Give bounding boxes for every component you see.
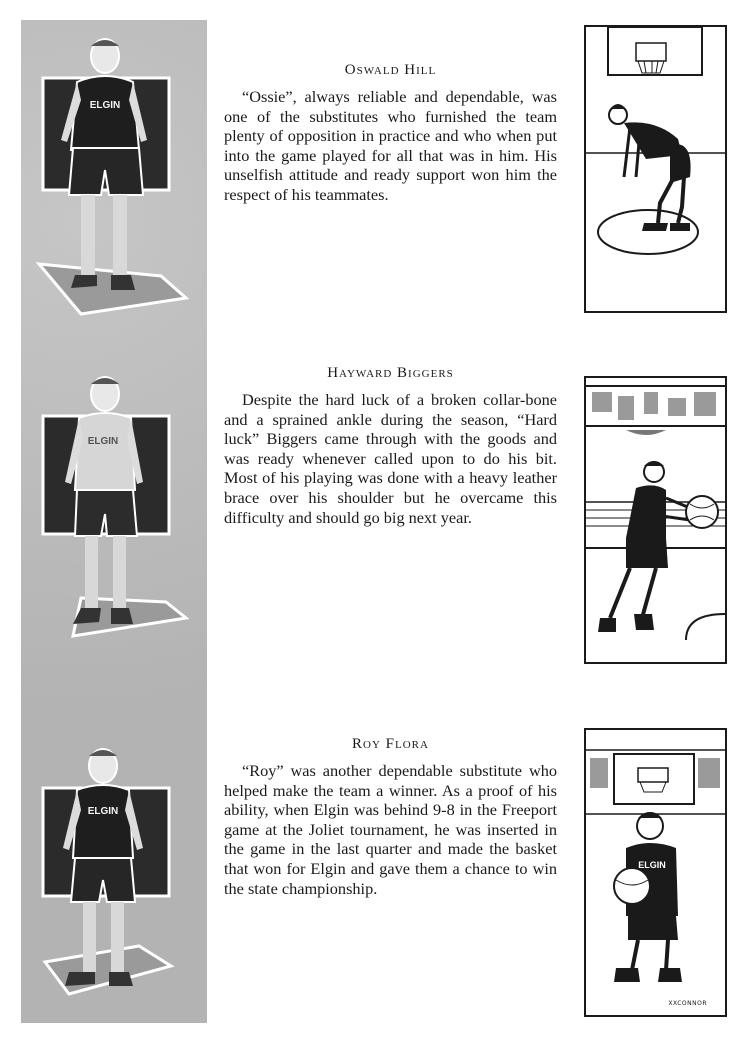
entry-oswald-hill — [224, 62, 557, 205]
player-photo-strip — [21, 20, 207, 1023]
player-description: Despite the hard luck of a broken collar-bone and a sprained ankle during the season, “Hard luck” Biggers came through with the goods and was ready whenever called upon to do his bit. Most of his playing was done with a heavy leather brace over his shoulder but he overcame this difficulty and should go big next year. — [224, 390, 557, 527]
jersey-text: ELGIN — [89, 100, 121, 111]
player-description: “Ossie”, always reliable and dependable, was one of the substitutes who furnished the team plenty of opposition in practice and who when put into the game played for all that was in him. His unselfish attitude and ready support won him the respect of his teammates. — [224, 87, 557, 204]
cartoon-hayward-biggers — [584, 376, 727, 664]
entry-roy-flora — [224, 736, 557, 898]
jersey-text: ELGIN — [87, 436, 119, 447]
player-name-heading: Hayward Biggers — [327, 365, 454, 381]
basketball-icon — [686, 496, 718, 528]
artist-signature: XXCONNOR — [668, 1000, 707, 1007]
player-photo-hayward-biggers — [21, 370, 207, 660]
basket-icon — [636, 43, 666, 61]
player-photo-oswald-hill — [21, 30, 207, 320]
entry-hayward-biggers — [224, 365, 557, 527]
cartoon-oswald-hill — [584, 25, 727, 313]
cartoon-jersey-text: ELGIN — [638, 860, 666, 870]
crowd-pattern — [592, 392, 716, 420]
player-name-heading: Roy Flora — [352, 736, 429, 752]
basketball-icon — [614, 868, 650, 904]
player-name-heading: Oswald Hill — [344, 62, 437, 78]
jersey-text: ELGIN — [87, 806, 119, 817]
player-description: “Roy” was another dependable substitute who helped make the team a winner. As a proof of his ability, when Elgin was behind 9-8 in the Freeport game at the Joliet tournament, he was inserted in the game in the last quarter and made the basket that won for Elgin and gave them a chance to win the state championship. — [224, 761, 557, 898]
player-photo-roy-flora — [21, 740, 207, 1020]
cartoon-roy-flora — [584, 728, 727, 1017]
